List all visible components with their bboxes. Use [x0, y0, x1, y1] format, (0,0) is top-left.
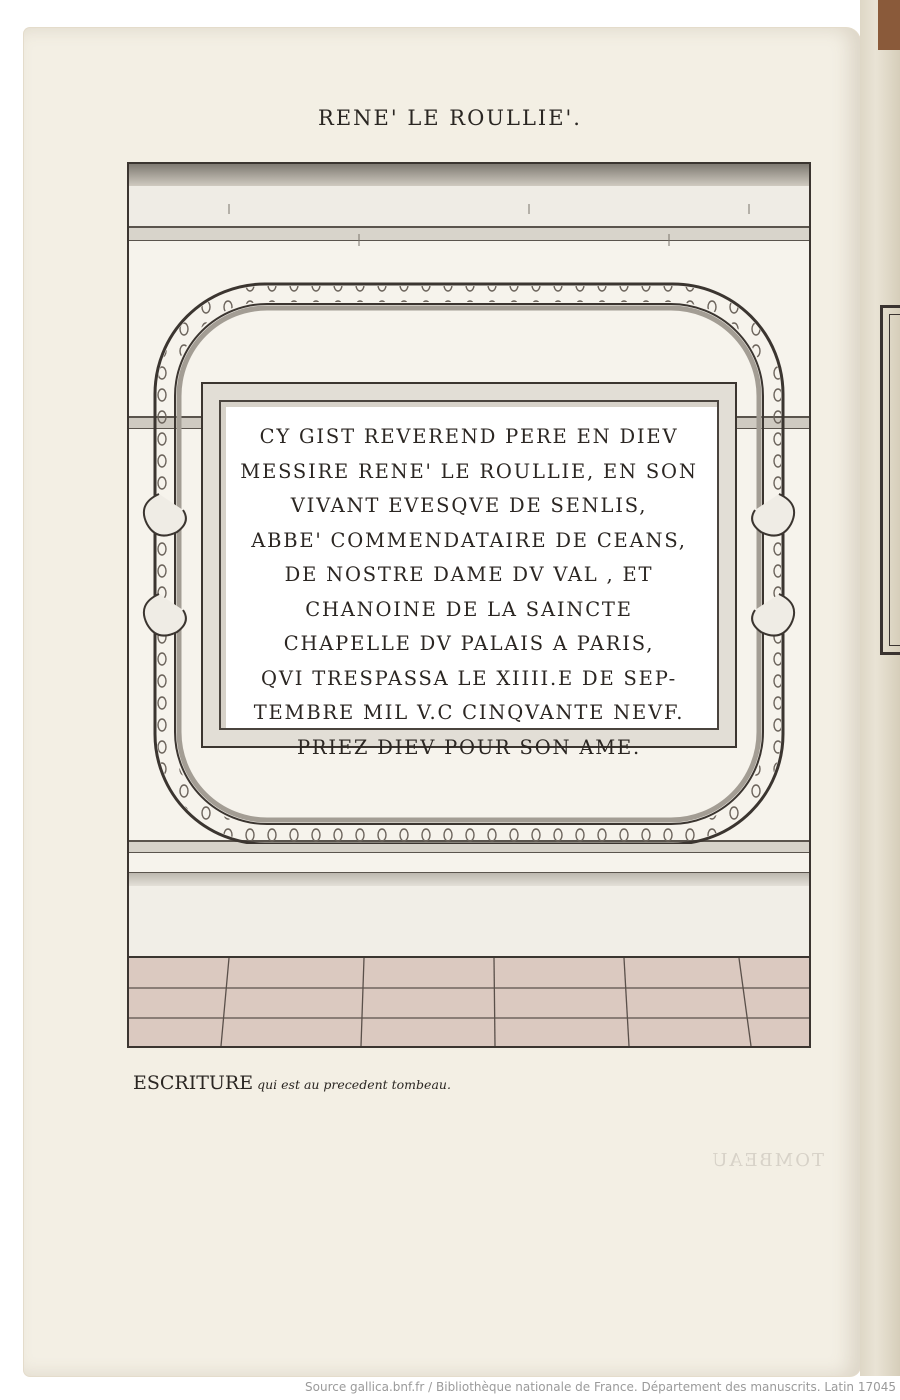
inscription-line: CY GIST REVEREND PERE EN DIEV — [259, 425, 679, 448]
facing-page-frame — [880, 305, 900, 655]
inscription-line: QVI TRESPASSA LE XIIII.E DE SEP- — [261, 666, 677, 690]
inscription-line: ABBE' COMMENDATAIRE DE CEANS, — [251, 528, 687, 552]
inscription-tablet — [201, 382, 737, 759]
inscription-line: VIVANT EVESQVE DE SENLIS, — [290, 494, 648, 517]
tiled-floor — [129, 958, 809, 1046]
inscription-line: PRIEZ DIEV POUR SON AME. — [296, 735, 642, 759]
tablet-panel — [219, 400, 719, 759]
inscription-line: CHAPELLE DV PALAIS A PARIS, — [283, 632, 655, 655]
caption — [133, 1072, 451, 1094]
book-binding — [860, 0, 900, 1376]
inscription-line: CHANOINE DE LA SAINCTE — [305, 597, 633, 621]
inscription-line: MESSIRE RENE' LE ROULLIE, EN SON — [240, 459, 698, 483]
caption-subtext: qui est au precedent tombeau. — [257, 1077, 451, 1092]
caption-heading: ESCRITURE — [133, 1072, 254, 1094]
page-title: RENE' LE ROULLIE'. — [318, 106, 582, 130]
leather-cover-edge — [878, 0, 900, 50]
inscription-line: TEMBRE MIL V.C CINQVANTE NEVF. — [253, 701, 685, 724]
plinth-wall — [129, 886, 809, 958]
inscription-text — [231, 420, 707, 765]
bleed-through-mark: TOMBEAU — [710, 1150, 824, 1171]
plinth-shadow — [129, 872, 809, 887]
source-credit: Source gallica.bnf.fr / Bibliothèque nationale de France. Département des manuscrits. Latin 17045 — [305, 1380, 896, 1394]
inscription-line: DE NOSTRE DAME DV VAL , ET — [284, 563, 654, 586]
tomb-drawing — [127, 162, 811, 1048]
